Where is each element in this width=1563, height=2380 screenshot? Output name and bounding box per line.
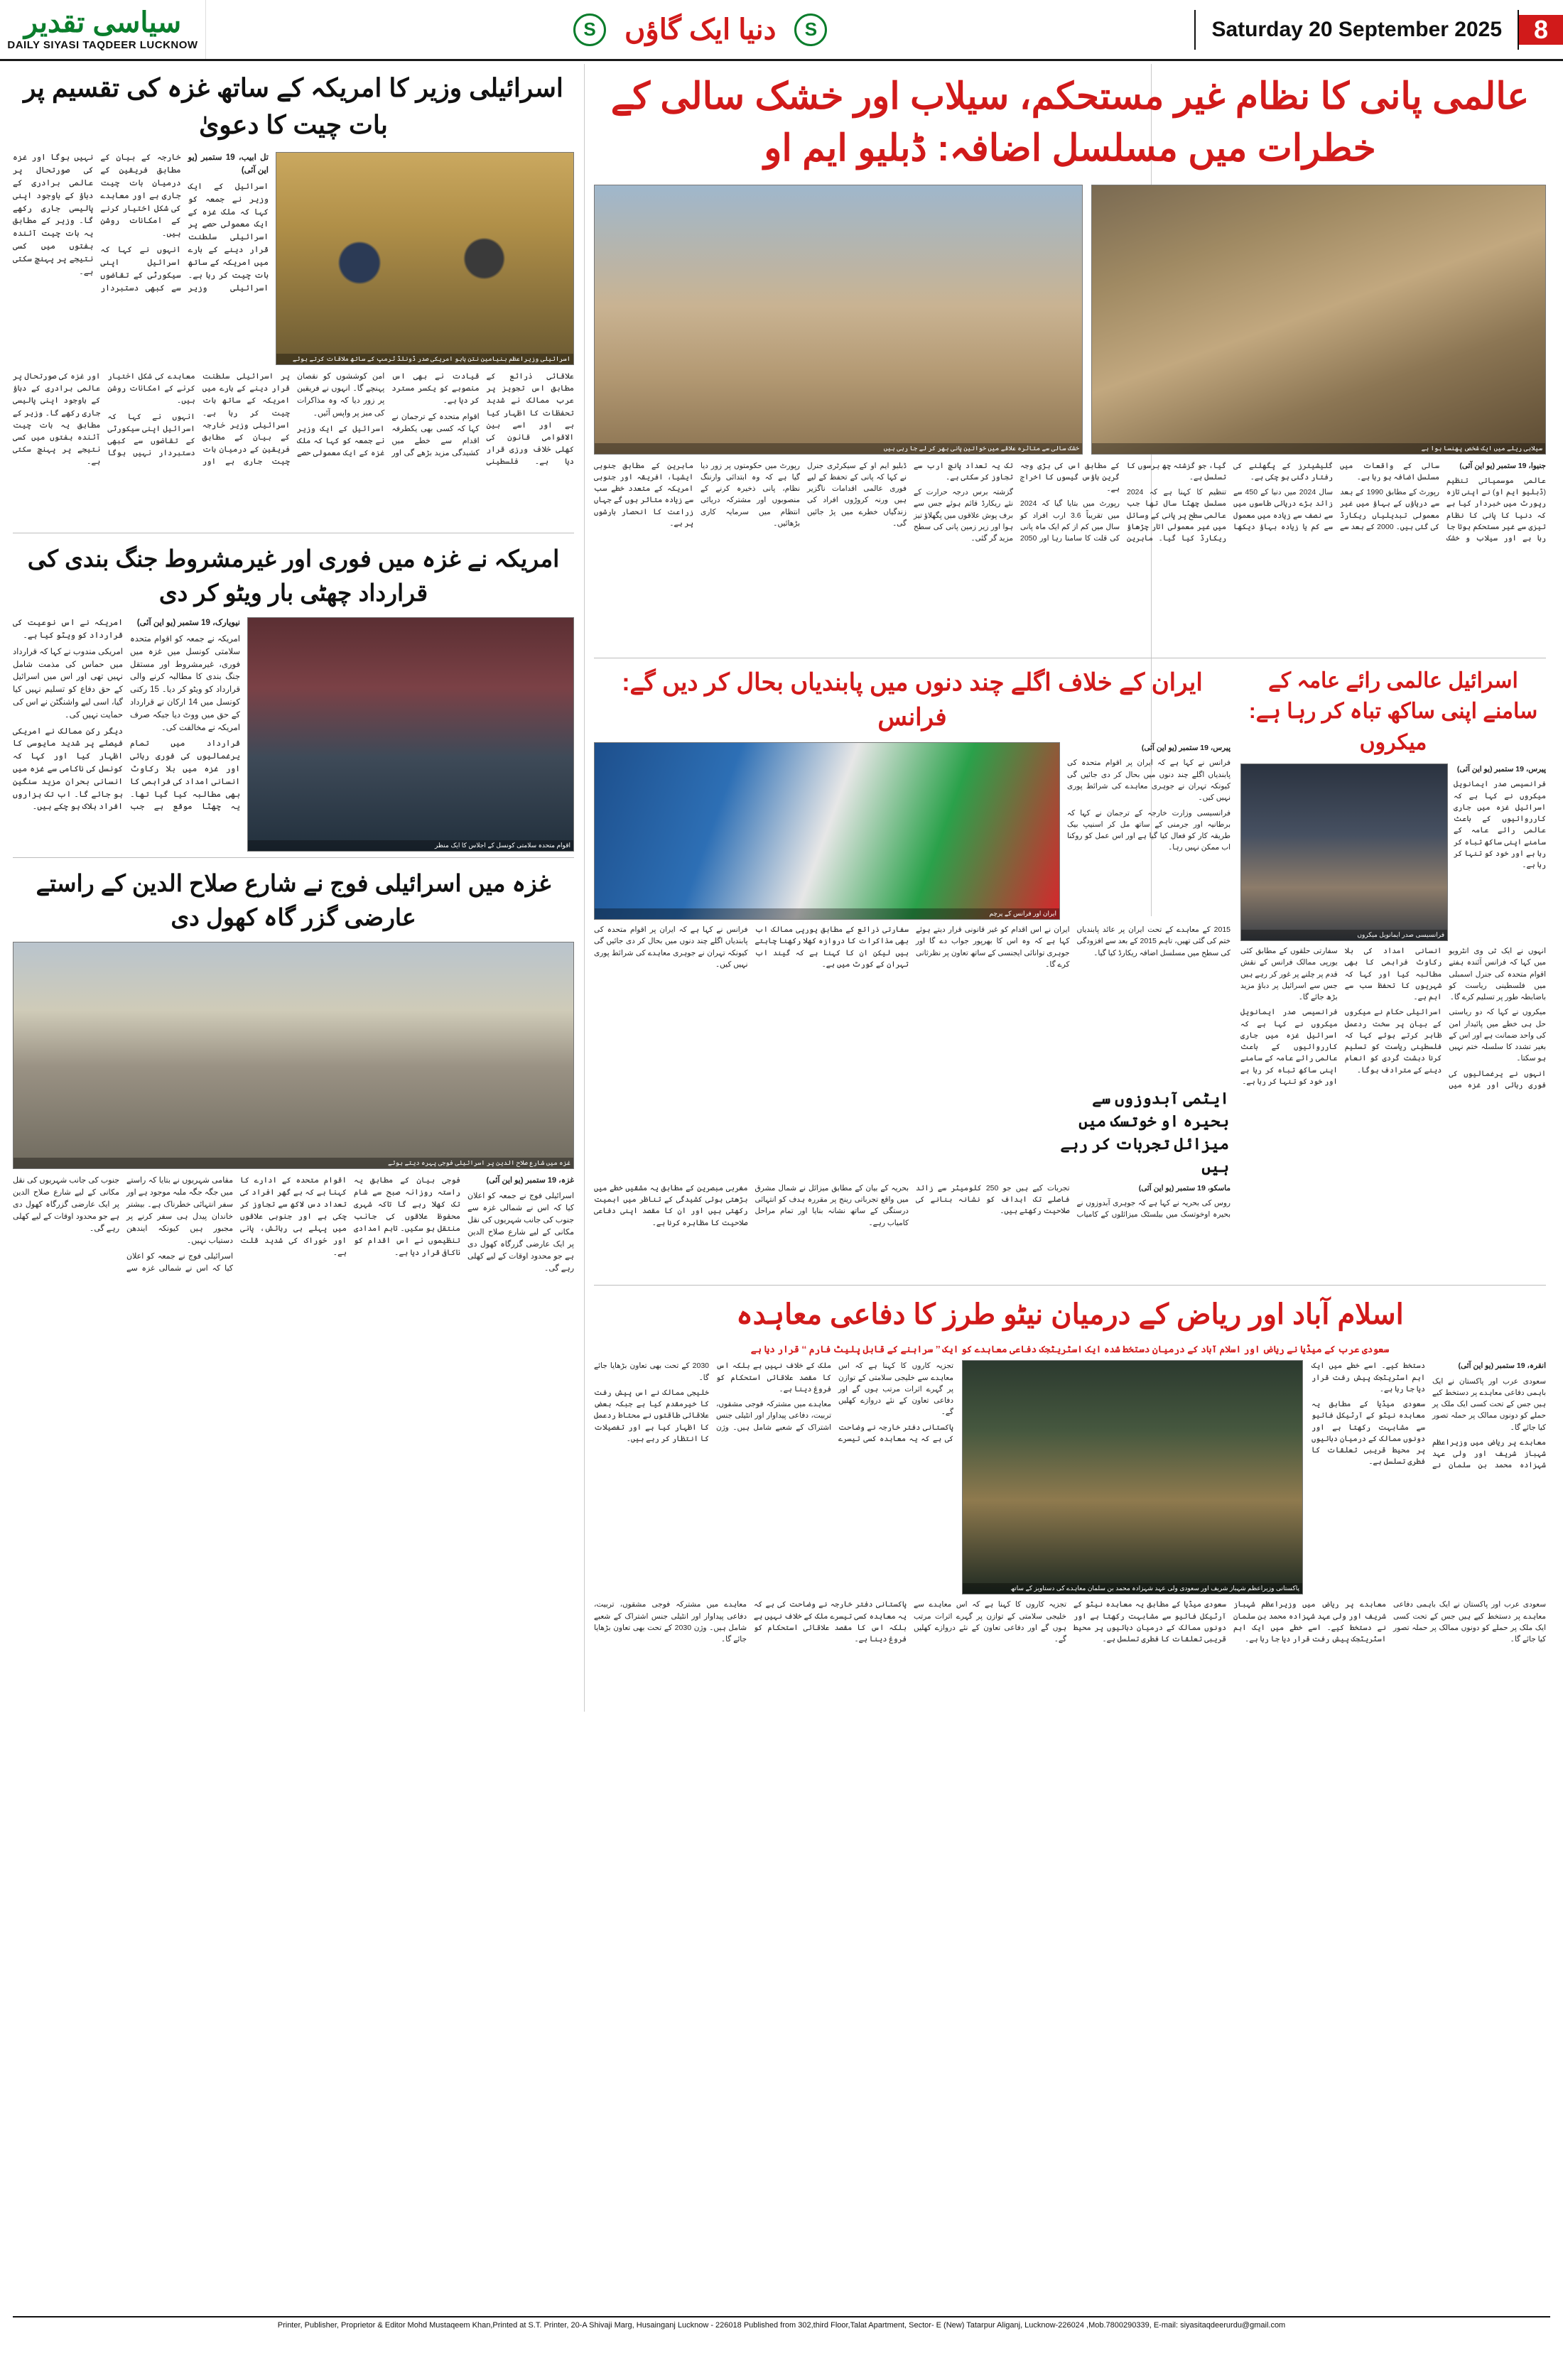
masthead-center [206,0,1194,59]
paragraph: سعودی میڈیا کے مطابق یہ معاہدہ نیٹو کے آرٹیکل فائیو سے مشابہت رکھتا ہے اور دونوں ممالک کے درمیان دہائیوں پر محیط قریبی تعلقات کا فطری تسلسل ہے۔ [1073,1600,1226,1644]
publication-date: Saturday 20 September 2025 [1194,10,1519,50]
photo-caption: فرانسیسی صدر ایمانویل میکروں [1241,930,1447,940]
paragraph: قرارداد میں تمام یرغمالیوں کی فوری رہائی اور غزہ میں بلا رکاوٹ انسانی امداد کی فراہمی کا بھی مطالبہ کیا گیا تھا۔ یہ چھٹا موقع ہے جب امریکہ نے اس نوعیت کی قرارداد کو ویٹو کیا ہے۔ [13,619,240,812]
paragraph: مغربی مبصرین کے مطابق یہ مشقیں خطے میں بڑھتی ہوئی کشیدگی کے تناظر میں اہمیت رکھتی ہیں اور ان کا مقصد اپنی دفاعی صلاحیت کا مظاہرہ کرنا ہے۔ [594,1183,748,1227]
paragraph: خلیجی ممالک نے اس پیش رفت کا خیرمقدم کیا ہے جبکہ بعض علاقائی طاقتوں نے محتاط ردعمل کا اظہار کیا ہے اور تفصیلات کا انتظار کر رہے ہیں۔ [594,1388,709,1443]
dateline: انقرہ، 19 ستمبر (یو این آئی) [1458,1362,1546,1371]
story-text-bottom [594,1599,1546,1719]
story-wmo-water [594,64,1546,652]
paragraph: سفارتی ذرائع کے مطابق یورپی ممالک اب بھی مذاکرات کا دروازہ کھلا رکھنا چاہتے ہیں لیکن ان کا کہنا ہے کہ گیند اب تہران کے کورٹ میں ہے۔ [755,925,909,969]
photo-netanyahu-trump [276,152,574,365]
story-text [594,1180,1231,1279]
photo-caption: پاکستانی وزیراعظم شہباز شریف اور سعودی ولی عہد شہزادہ محمد بن سلمان معاہدے کی دستاویز کے ساتھ [963,1583,1302,1594]
story-pak-saudi-pact [594,1291,1546,1720]
paragraph: پاکستانی دفتر خارجہ نے وضاحت کی ہے کہ یہ معاہدہ کسی تیسرے ملک کے خلاف نہیں ہے بلکہ اس کا مقصد علاقائی استحکام کو فروغ دینا ہے۔ [716,1362,953,1443]
photo-macron [1240,764,1448,941]
masthead [0,0,1563,61]
paragraph: اسرائیلی فوج نے جمعہ کو اعلان کیا کہ اس نے شمالی غزہ سے جنوب کی جانب شہریوں کی نقل مکانی کے لیے شارع صلاح الدین پر ایک عارضی گزرگاہ کھول دی ہے جو محدود اوقات کے لیے کھلی رہے گی۔ [13,1175,233,1273]
photo-iran-france-flags [594,742,1060,920]
masthead-slogan: دنیا ایک گاؤں [624,13,777,45]
paragraph: بحریہ کے بیان کے مطابق میزائل نے شمال مشرق میں واقع تجرباتی رینج پر مقررہ ہدف کو انتہائی درستگی کے ساتھ نشانہ بنایا اور تمام مراحل کامیاب رہے۔ [755,1183,909,1227]
paragraph: اقوام متحدہ کے ادارے کا کہنا ہے کہ بے گھر افراد کی تعداد دس لاکھ سے تجاوز کر چکی ہے اور جنوبی علاقوں میں پہلے ہی رہائش، پانی اور خوراک کی شدید قلت ہے۔ [240,1175,347,1258]
paragraph: اقوام متحدہ کے ترجمان نے کہا کہ کسی بھی یکطرفہ اقدام سے خطے میں کشیدگی مزید بڑھے گی اور امن کوششوں کو نقصان پہنچے گا۔ انہوں نے فریقین پر زور دیا کہ وہ مذاکرات کی میز پر واپس آئیں۔ [297,372,480,457]
story-iran-missiles [594,1086,1231,1279]
story-text-lead [1454,764,1546,941]
photo-security-council [247,617,574,852]
subdeck: سعودی عرب کے میڈیا نے ریاض اور اسلام آباد کے درمیان دستخط شدہ ایک اسٹریٹجک دفاعی معاہدے کو ایک ’’ سراہنے کے قابل پلیٹ فارم ‘‘ قرار دیا ہے [750,1343,1390,1354]
paragraph: عالمی موسمیاتی تنظیم (ڈبلیو ایم او) نے اپنی تازہ رپورٹ میں خبردار کیا ہے کہ دنیا کا پانی کا نظام تیزی سے غیر مستحکم ہوتا جا رہا ہے اور سیلاب و خشک سالی کے واقعات میں مسلسل اضافہ ہو رہا ہے۔ [1340,461,1546,543]
paragraph: اسرائیل کے ایک وزیر نے جمعہ کو کہا کہ ملک غزہ کے ایک معمولی حصے پر اسرائیلی سلطنت قرار دینے کے بارے میں امریکہ کے ساتھ بات چیت کر رہا ہے۔ اسرائیلی وزیر خارجہ کے بیان کے مطابق فریقین کے درمیان بات چیت جاری ہے اور معاہدے کی شکل اختیار کرنے کے امکانات روشن ہیں۔ [107,372,385,466]
headline: اسرائیلی وزیر کا امریکہ کے ساتھ غزہ کی تقسیم پر بات چیت کا دعویٰ [23,73,563,140]
paragraph: پاکستانی دفتر خارجہ نے وضاحت کی ہے کہ یہ معاہدہ کسی تیسرے ملک کے خلاف نہیں ہے بلکہ اس کا مقصد علاقائی استحکام کو فروغ دینا ہے۔ [754,1600,907,1644]
page-body [0,61,1563,2334]
paragraph: ایران نے اس اقدام کو غیر قانونی قرار دیتے ہوئے کہا ہے کہ وہ اس کا بھرپور جواب دے گا اور جوہری توانائی ایجنسی کے ساتھ تعاون پر نظرثانی کرے گا۔ [916,925,1070,969]
story-text-bottom [13,371,574,527]
paragraph: سعودی میڈیا کے مطابق یہ معاہدہ نیٹو کے آرٹیکل فائیو سے مشابہت رکھتا ہے اور دونوں ممالک کے درمیان دہائیوں پر محیط قریبی تعلقات کا فطری تسلسل ہے۔ [1311,1400,1425,1467]
paragraph: ماہرین کے مطابق جنوبی ایشیا، افریقہ اور جنوبی امریکہ کے متعدد خطے سب سے زیادہ متاثر ہوں گے جہاں زراعت کا انحصار بارشوں پر ہے۔ [594,461,693,528]
story-text [13,1175,574,1395]
paragraph: امریکی مندوب نے کہا کہ قرارداد میں حماس کی مذمت شامل نہیں تھی اور اس میں اسرائیل کے حق دفاع کو تسلیم نہیں کیا گیا، اسی لیے واشنگٹن نے اس کی حمایت نہیں کی۔ [13,647,123,719]
paragraph: فرانس نے کہا ہے کہ ایران پر اقوام متحدہ کی پابندیاں اگلے چند دنوں میں بحال کر دی جائیں گی کیونکہ تہران نے جوہری معاہدے کی شرائط پوری نہیں کیں۔ [1067,759,1231,803]
page-footer: Printer, Publisher, Proprietor & Editor Mohd Mustaqeem Khan,Printed at S.T. Printer, 20-A Shivaji Marg, Husainganj Lucknow - 226018 Published from 302,third Floor,Talat Apartment, Sector- E (New) Tatarpur Aliganj, Lucknow-226024 ,Mob.7800290339, E-mail: siyasitaqdeerurdu@gmail.com [13,2316,1550,2330]
headline: ایران کے خلاف اگلے چند دنوں میں پابندیاں بحال کر دیں گے: فرانس [622,668,1203,731]
paragraph: سال 2024 میں دنیا کے 450 سے زائد بڑے دریائی طاسوں میں سے نصف سے زیادہ میں معمول سے کم یا زیادہ بہاؤ دیکھا گیا، جو گزشتہ چھ برسوں کا تسلسل ہے۔ [1127,461,1333,531]
seal-left-icon: S [573,13,606,46]
paragraph: فرانسیسی صدر ایمانویل میکروں نے کہا ہے کہ اسرائیل غزہ میں جاری کارروائیوں کے باعث عالمی رائے عامہ کے سامنے اپنی ساکھ تباہ کر رہا ہے اور خود کو تنہا کر رہا ہے۔ [1454,780,1546,870]
left-column [13,64,574,1395]
paragraph: روس کی بحریہ نے کہا ہے کہ جوہری آبدوزوں نے بحیرہ اوخوتسک میں بیلسٹک میزائلوں کے کامیاب تجربات کیے ہیں جو 250 کلومیٹر سے زائد فاصلے تک اہداف کو نشانہ بنانے کی صلاحیت رکھتے ہیں۔ [916,1183,1231,1219]
photo-caption: خشک سالی سے متاثرہ علاقے میں خواتین پانی بھر کر لے جا رہی ہیں [595,443,1082,454]
story-text [594,460,1546,652]
headline: اسلام آباد اور ریاض کے درمیان نیٹو طرز کا دفاعی معاہدہ [736,1298,1404,1330]
dateline: جنیوا، 19 ستمبر (یو این آئی) [1459,461,1546,470]
paragraph: رپورٹ میں حکومتوں پر زور دیا گیا ہے کہ وہ ابتدائی وارننگ نظام، پانی ذخیرہ کرنے کے منصوبوں اور مشترکہ دریائی انتظام میں سرمایہ کاری بڑھائیں۔ [701,461,800,528]
story-netanyahu-trump [13,64,574,527]
story-text-top [13,152,269,365]
paragraph: فرانسیسی صدر ایمانویل میکروں نے کہا ہے کہ اسرائیل غزہ میں جاری کارروائیوں کے باعث عالمی رائے عامہ کے سامنے اپنی ساکھ تباہ کر رہا ہے اور خود کو تنہا کر رہا ہے۔ [1240,1008,1338,1087]
photo-caption: غزہ میں شارع صلاح الدین پر اسرائیلی فوجی پہرہ دیتے ہوئے [13,1158,573,1168]
story-un-ceasefire [13,539,574,852]
story-text-right [1311,1360,1546,1594]
paragraph: مقامی شہریوں نے بتایا کہ راستے میں جگہ جگہ ملبہ موجود ہے اور سفر انتہائی خطرناک ہے۔ بیشتر خاندان پیدل ہی سفر کرنے پر مجبور ہیں کیونکہ ایندھن دستیاب نہیں۔ [126,1175,233,1245]
paragraph: علاقائی ذرائع کے مطابق اس تجویز پر عرب ممالک نے شدید تحفظات کا اظہار کیا ہے اور اسے بین الاقوامی قانون کی کھلی خلاف ورزی قرار دیا ہے۔ فلسطینی قیادت نے بھی اس منصوبے کو یکسر مسترد کر دیا ہے۔ [391,372,574,466]
headline: عالمی پانی کا نظام غیر مستحکم، سیلاب اور خشک سالی کے خطرات میں مسلسل اضافہ: ڈبلیو ایم او [610,76,1530,169]
paragraph: تجزیہ کاروں کا کہنا ہے کہ اس معاہدے سے خلیجی سلامتی کے توازن پر گہرے اثرات مرتب ہوں گے اور دفاعی تعاون کے نئے دروازے کھلیں گے۔ [914,1600,1066,1644]
paragraph: 2015 کے معاہدے کے تحت ایران پر عائد پابندیاں ختم کی گئی تھیں، تاہم 2015 کے بعد سے افزودگی کی سطح میں مسلسل اضافہ ریکارڈ کیا گیا۔ [1076,925,1231,957]
right-column [594,64,1546,1719]
photo-gaza-road [13,942,574,1169]
paragraph: معاہدے میں مشترکہ فوجی مشقوں، تربیت، دفاعی پیداوار اور انٹیلی جنس اشتراک کے شعبے شامل ہیں۔ وژن 2030 کے تحت بھی تعاون بڑھایا جائے گا۔ [594,1600,747,1644]
middle-band [594,664,1546,1279]
paragraph: ڈبلیو ایم او کے سیکرٹری جنرل نے کہا کہ پانی کے تحفظ کے لیے فوری عالمی اقدامات ناگزیر ہیں ورنہ کروڑوں افراد کی زندگیاں خطرے میں پڑ جائیں گی۔ [807,461,907,528]
paragraph: انہوں نے کہا کہ اسرائیل اپنی سیکورٹی کے تقاضوں سے کبھی دستبردار نہیں ہوگا اور غزہ کی صورتحال پر عالمی برادری کے دباؤ کے باوجود اپنی پالیسی جاری رکھے گا۔ وزیر کے مطابق یہ بات چیت آئندہ ہفتوں میں کسی نتیجے پر پہنچ سکتی ہے۔ [13,153,181,293]
dateline: غزہ، 19 ستمبر (یو این آئی) [486,1175,574,1185]
paragraph: فوجی بیان کے مطابق یہ راستہ روزانہ صبح سے شام تک کھلا رہے گا تاکہ شہری محفوظ علاقوں کی جانب منتقل ہو سکیں۔ تاہم امدادی تنظیموں نے اس اقدام کو ناکافی قرار دیا ہے۔ [354,1175,460,1258]
paragraph: سفارتی حلقوں کے مطابق کئی یورپی ممالک فرانس کے نقش قدم پر چلنے پر غور کر رہے ہیں جس سے اسرائیل پر دباؤ مزید بڑھ جائے گا۔ [1240,947,1338,1002]
newspaper-logo [0,0,206,59]
story-text [13,617,240,852]
page-number-badge: 8 [1519,15,1563,45]
divider [13,857,574,858]
column-rule [584,64,585,1712]
paragraph: معاہدے پر ریاض میں وزیراعظم شہباز شریف اور ولی عہد شہزادہ محمد بن سلمان نے دستخط کیے۔ اسے خطے میں ایک اہم اسٹریٹجک پیش رفت قرار دیا جا رہا ہے۔ [1233,1600,1386,1644]
story-text [594,924,1231,1080]
paragraph: دیگر رکن ممالک نے امریکی فیصلے پر شدید مایوسی کا اظہار کیا اور کہا کہ کونسل کی ناکامی سے غزہ میں انسانی بحران مزید سنگین ہو جائے گا۔ اب تک ہزاروں افراد ہلاک ہو چکے ہیں۔ [13,727,123,812]
dateline: ماسکو، 19 ستمبر (یو این آئی) [1138,1183,1231,1192]
headline: ایٹمی آبدوزوں سے بحیرہ او خوتسک میں میزائل تجربات کر رہے ہیں [1060,1090,1229,1175]
paragraph: اسرائیلی حکام نے میکروں کے بیان پر سخت ردعمل ظاہر کرتے ہوئے کہا کہ فلسطینی ریاست کو تسلیم کرنا دہشت گردی کو انعام دینے کے مترادف ہوگا۔ [1344,1008,1442,1075]
paragraph: فرانس نے کہا ہے کہ ایران پر اقوام متحدہ کی پابندیاں اگلے چند دنوں میں بحال کر دی جائیں گی کیونکہ تہران نے جوہری معاہدے کی شرائط پوری نہیں کیں۔ [594,925,748,969]
headline: غزہ میں اسرائیلی فوج نے شارع صلاح الدین کے راستے عارضی گزر گاہ کھول دی [36,870,551,930]
paragraph: معاہدے پر ریاض میں وزیراعظم شہباز شریف اور ولی عہد شہزادہ محمد بن سلمان نے دستخط کیے۔ اسے خطے میں ایک اہم اسٹریٹجک پیش رفت قرار دیا جا رہا ہے۔ [1311,1362,1546,1470]
story-text-lead [1067,742,1231,920]
paragraph: میکروں نے کہا کہ دو ریاستی حل ہی خطے میں پائیدار امن کی واحد ضمانت ہے اور اس کے بغیر تشدد کا سلسلہ ختم نہیں ہو سکتا۔ [1449,1008,1546,1063]
photo-caption: سیلابی ریلے میں ایک شخص پھنسا ہوا ہے [1092,443,1545,454]
story-text [1240,945,1546,1215]
photo-caption: اقوام متحدہ سلامتی کونسل کے اجلاس کا ایک منظر [248,840,573,851]
headline: امریکہ نے غزہ میں فوری اور غیرمشروط جنگ بندی کی قرارداد چھٹی بار ویٹو کر دی [27,545,560,607]
photo-flood [1091,185,1546,455]
paragraph: رپورٹ میں بتایا گیا کہ 2024 میں تقریباً 3.6 ارب افراد کو سال میں کم از کم ایک ماہ پانی کی قلت کا سامنا رہا اور 2050 تک یہ تعداد پانچ ارب سے تجاوز کر سکتی ہے۔ [914,461,1120,543]
paragraph: فرانسیسی وزارت خارجہ کے ترجمان نے کہا کہ برطانیہ اور جرمنی کے ساتھ مل کر اسنیپ بیک طریقہ کار کو فعال کیا گیا ہے اور اس عمل کو روکنا اب ممکن نہیں رہا۔ [1067,808,1231,852]
dateline: پیرس، 19 ستمبر (یو این آئی) [1456,765,1546,774]
photo-signing-ceremony [962,1360,1303,1594]
paragraph: اسرائیل کے ایک وزیر نے جمعہ کو کہا کہ ملک غزہ کے ایک معمولی حصے پر اسرائیلی سلطنت قرار دینے کے بارے میں امریکہ کے ساتھ بات چیت کر رہا ہے۔ اسرائیلی وزیر خارجہ کے بیان کے مطابق فریقین کے درمیان بات چیت جاری ہے اور معاہدے کی شکل اختیار کرنے کے امکانات روشن ہیں۔ [100,153,269,293]
logo-urdu-text: سیاسی تقدیر [23,6,182,38]
divider [594,1285,1546,1286]
paragraph: انہوں نے یرغمالیوں کی فوری رہائی اور غزہ میں انسانی امداد کی بلا رکاوٹ فراہمی کا بھی مطالبہ کیا اور کہا کہ شہریوں کا تحفظ سب سے اہم ہے۔ [1344,947,1546,1090]
story-macron [1240,664,1546,1279]
dateline: پیرس، 19 ستمبر (یو این آئی) [1141,744,1231,753]
logo-english-text: DAILY SIYASI TAQDEER LUCKNOW [7,38,198,51]
story-salahuddin-crossing [13,864,574,1395]
paragraph: رپورٹ کے مطابق 1990 کے بعد سے دریاؤں کے بہاؤ میں غیر معمولی تبدیلیاں ریکارڈ کی گئی ہیں۔ 2000 کے بعد سے گلیشیئرز کے پگھلنے کی رفتار دگنی ہو چکی ہے۔ [1233,461,1439,531]
headline: اسرائیل عالمی رائے عامہ کے سامنے اپنی ساکھ تباہ کر رہا ہے: میکروں [1248,668,1538,754]
story-iran-sanctions [594,664,1231,1279]
paragraph: تجزیہ کاروں کا کہنا ہے کہ اس معاہدے سے خلیجی سلامتی کے توازن پر گہرے اثرات مرتب ہوں گے اور دفاعی تعاون کے نئے دروازے کھلیں گے۔ [838,1362,953,1417]
paragraph: گزشتہ برس درجہ حرارت کے نئے ریکارڈ قائم ہوئے جس سے برف پوش علاقوں میں پگھلاؤ تیز ہوا اور زیر زمین پانی کی سطح مزید گر گئی۔ [914,488,1013,543]
paragraph: تنظیم کا کہنا ہے کہ 2024 مسلسل چھٹا سال تھا جب عالمی سطح پر پانی کے وسائل میں غیر معمولی اتار چڑھاؤ ریکارڈ کیا گیا۔ ماہرین کے مطابق اس کی بڑی وجہ گرین ہاؤس گیسوں کا اخراج ہے۔ [1020,461,1226,543]
photo-drought-women [594,185,1083,455]
dateline: نیویارک، 19 ستمبر (یو این آئی) [136,619,240,628]
photo-caption: ایران اور فرانس کے پرچم [595,908,1059,919]
paragraph: امریکہ نے جمعہ کو اقوام متحدہ سلامتی کونسل میں غزہ میں فوری، غیرمشروط اور مستقل جنگ بندی کا مطالبہ کرنے والی قرارداد کو ویٹو کر دیا۔ 15 رکنی کونسل میں 14 ارکان نے قرارداد کے حق میں ووٹ دیا جبکہ صرف امریکہ نے مخالفت کی۔ [130,634,241,732]
masthead-right [1194,0,1563,59]
paragraph: سعودی عرب اور پاکستان نے ایک باہمی دفاعی معاہدے پر دستخط کیے ہیں جس کے تحت کسی ایک ملک پر حملے کو دونوں ممالک پر حملہ تصور کیا جائے گا۔ [1432,1376,1546,1432]
paragraph: اسرائیلی فوج نے جمعہ کو اعلان کیا کہ اس نے شمالی غزہ سے جنوب کی جانب شہریوں کی نقل مکانی کے لیے شارع صلاح الدین پر ایک عارضی گزرگاہ کھول دی ہے جو محدود اوقات کے لیے کھلی رہے گی۔ [467,1191,574,1273]
paragraph: انہوں نے کہا کہ اسرائیل اپنی سیکورٹی کے تقاضوں سے کبھی دستبردار نہیں ہوگا اور غزہ کی صورتحال پر عالمی برادری کے دباؤ کے باوجود اپنی پالیسی جاری رکھے گا۔ وزیر کے مطابق یہ بات چیت آئندہ ہفتوں میں کسی نتیجے پر پہنچ سکتی ہے۔ [13,372,195,466]
dateline: تل ابیب، 19 ستمبر (یو این آئی) [188,153,269,175]
paragraph: انہوں نے ایک ٹی وی انٹرویو میں کہا کہ فرانس آئندہ ہفتے اقوام متحدہ کی جنرل اسمبلی میں فلسطینی ریاست کو باضابطہ طور پر تسلیم کرے گا۔ [1449,947,1546,1002]
story-text-left [594,1360,953,1594]
paragraph: معاہدے میں مشترکہ فوجی مشقوں، تربیت، دفاعی پیداوار اور انٹیلی جنس اشتراک کے شعبے شامل ہیں۔ وژن 2030 کے تحت بھی تعاون بڑھایا جائے گا۔ [594,1362,831,1432]
seal-right-icon: S [794,13,827,46]
photo-caption: اسرائیلی وزیراعظم بنیامین نتن یاہو امریکی صدر ڈونلڈ ٹرمپ کے ساتھ ملاقات کرتے ہوئے [276,354,573,364]
paragraph: سعودی عرب اور پاکستان نے ایک باہمی دفاعی معاہدے پر دستخط کیے ہیں جس کے تحت کسی ایک ملک پر حملے کو دونوں ممالک پر حملہ تصور کیا جائے گا۔ [1393,1600,1546,1644]
